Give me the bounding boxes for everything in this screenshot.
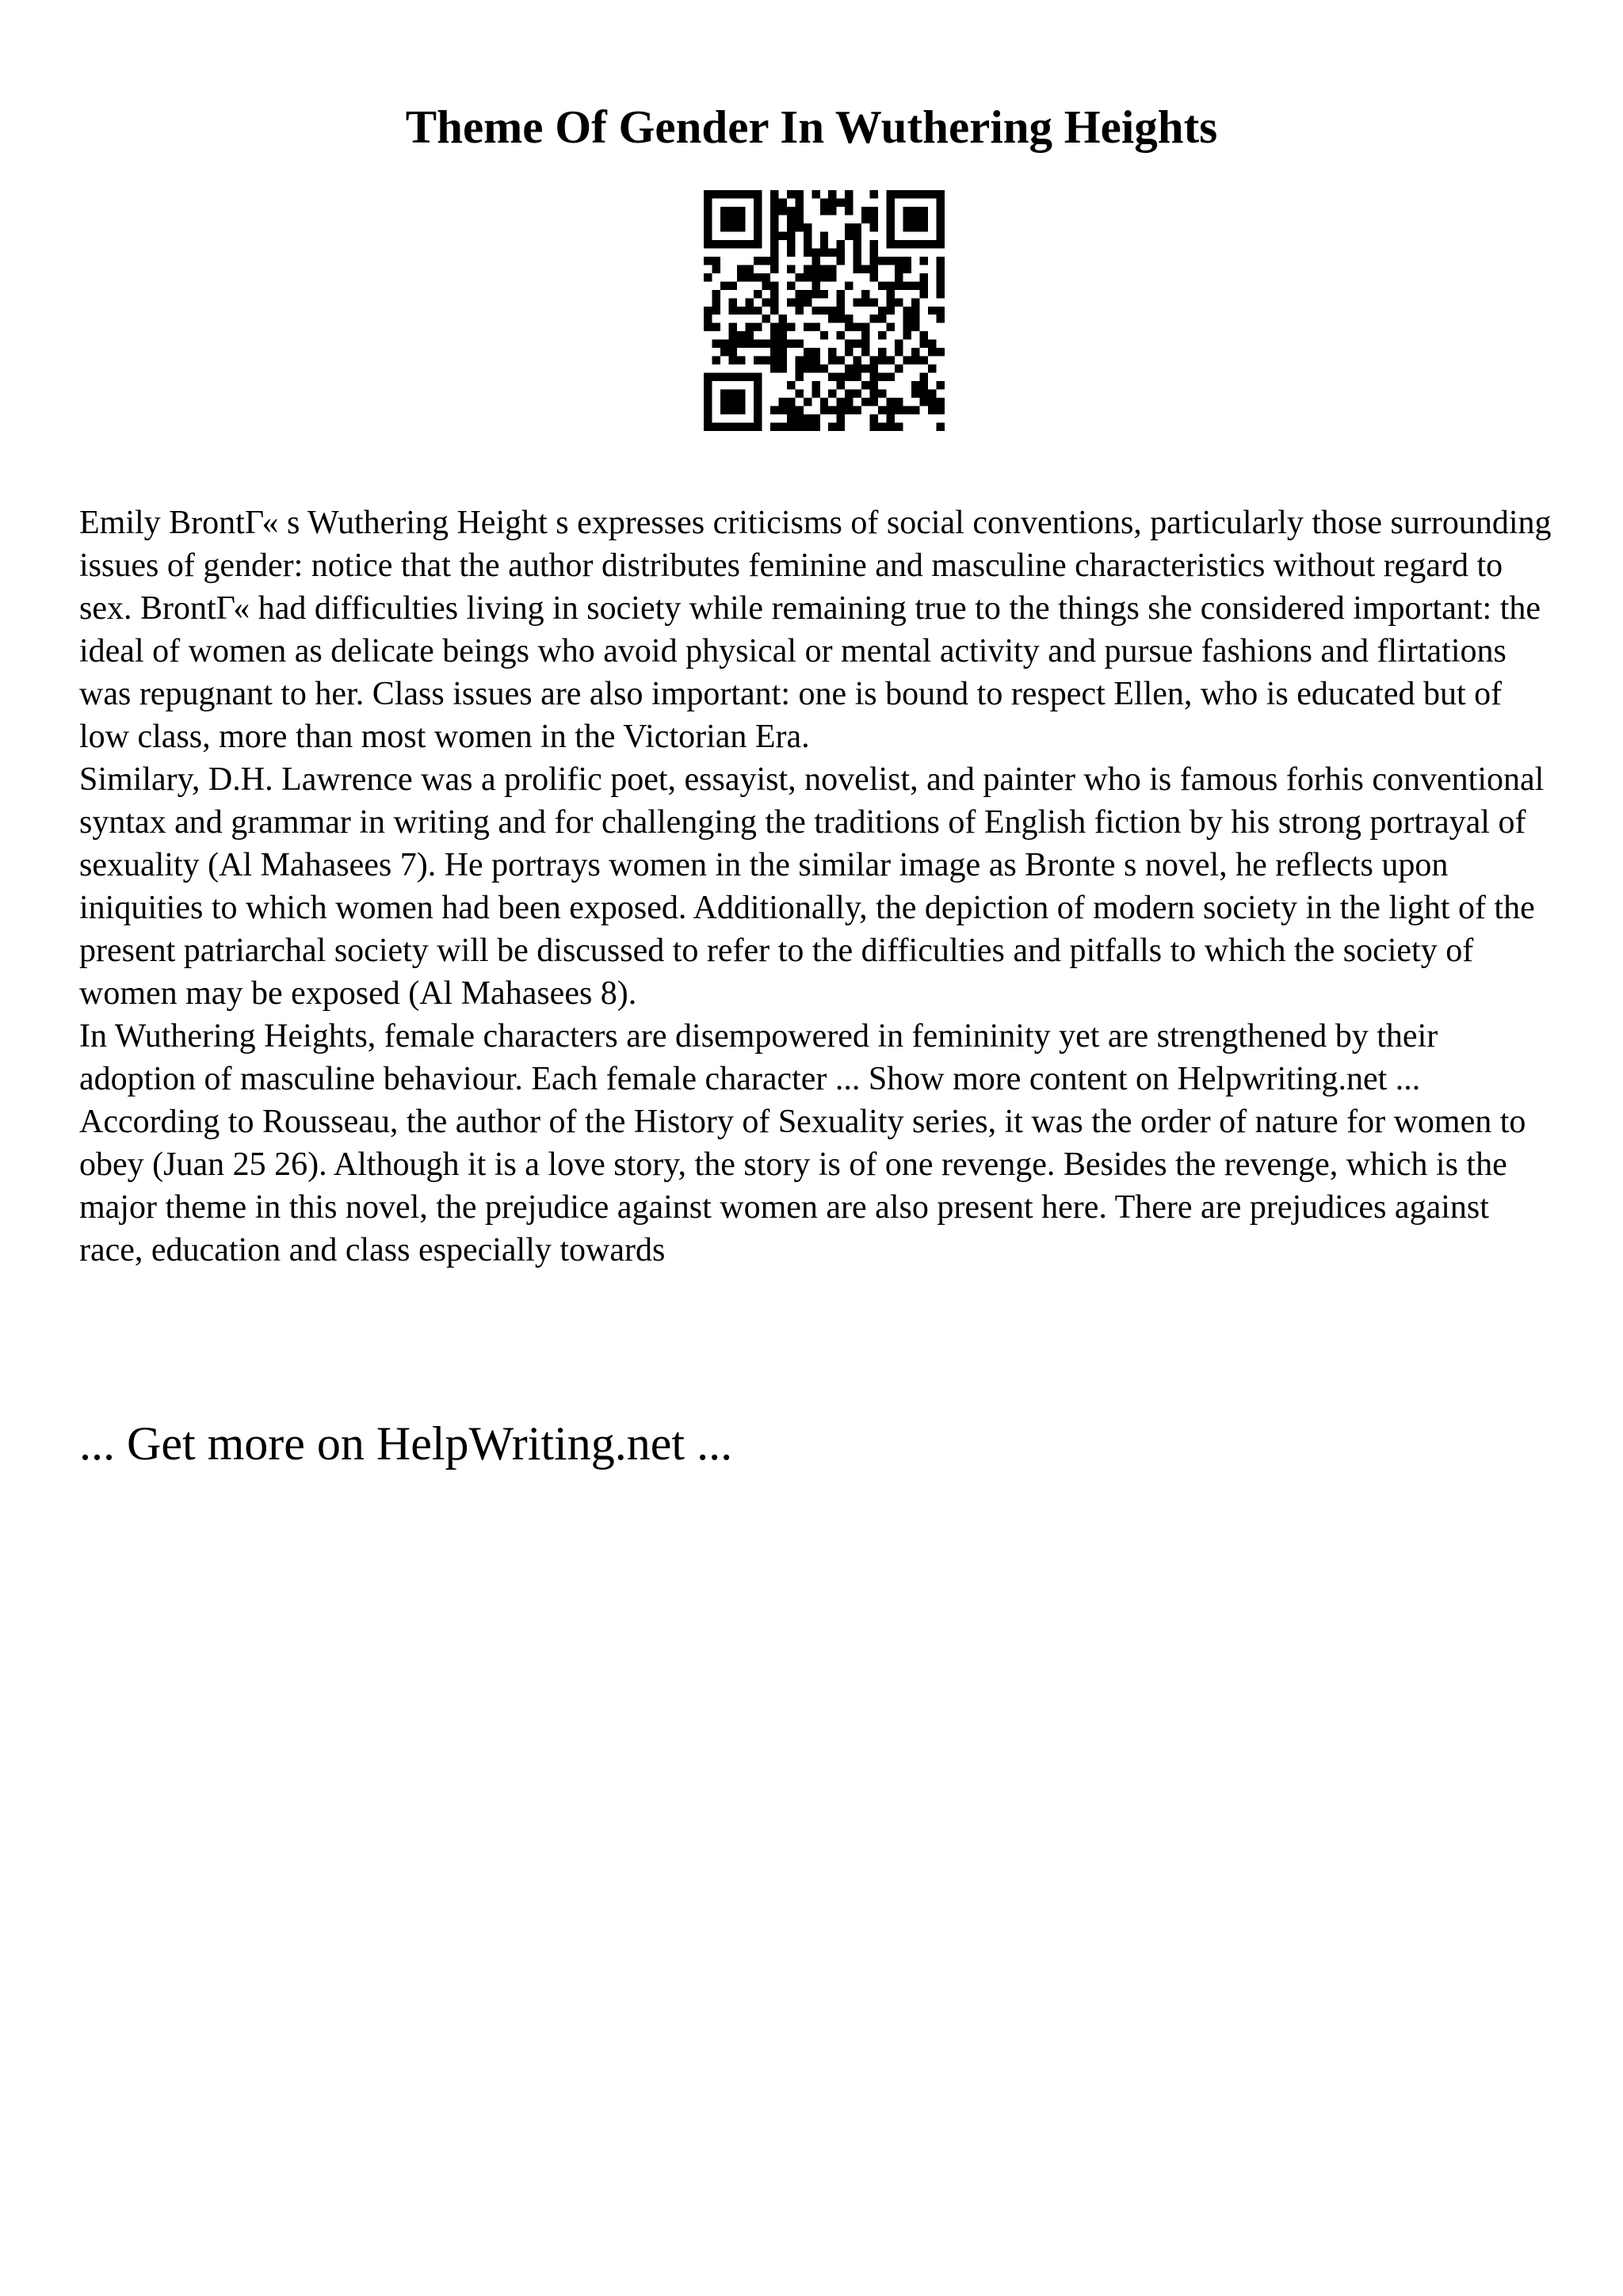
body-text: [79, 502, 1553, 1272]
qr-code-icon[interactable]: [704, 190, 945, 431]
document-title: Theme Of Gender In Wuthering Heights: [405, 101, 1218, 153]
paragraph: Similary, D.H. Lawrence was a prolific poet, essayist, novelist, and painter who is famous forhis conventional syntax and grammar in writing and for challenging the traditions of English fiction by his strong portrayal of sexuality (Al Mahasees 7). He portrays women in the similar image as Bronte s novel, he reflects upon iniquities to which women had been exposed. Additionally, the depiction of modern society in the light of the present patriarchal society will be discussed to refer to the difficulties and pitfalls to which the society of women may be exposed (Al Mahasees 8).: [79, 761, 1545, 1012]
paragraph: In Wuthering Heights, female characters are disempowered in femininity yet are strengthened by their adoption of masculine behaviour. Each female character ... Show more content on Helpwriting.net ...: [79, 1018, 1438, 1097]
get-more-link[interactable]: ... Get more on HelpWriting.net ...: [79, 1417, 733, 1470]
paragraph: According to Rousseau, the author of the History of Sexuality series, it was the order of nature for women to obey (Juan 25 26). Although it is a love story, the story is of one revenge. Besides the revenge, which is the major theme in this novel, the prejudice against women are also present here. There are prejudices against race, education and class especially towards: [79, 1104, 1526, 1268]
paragraph: Emily BrontГ« s Wuthering Height s expresses criticisms of social conventions, particularly those surrounding issues of gender: notice that the author distributes feminine and masculine characteristics without regard to sex. BrontГ« had difficulties living in society while remaining true to the things she considered important: the ideal of women as delicate beings who avoid physical or mental activity and pursue fashions and flirtations was repugnant to her. Class issues are also important: one is bound to respect Ellen, who is educated but of low class, more than most women in the Victorian Era.: [79, 505, 1552, 755]
